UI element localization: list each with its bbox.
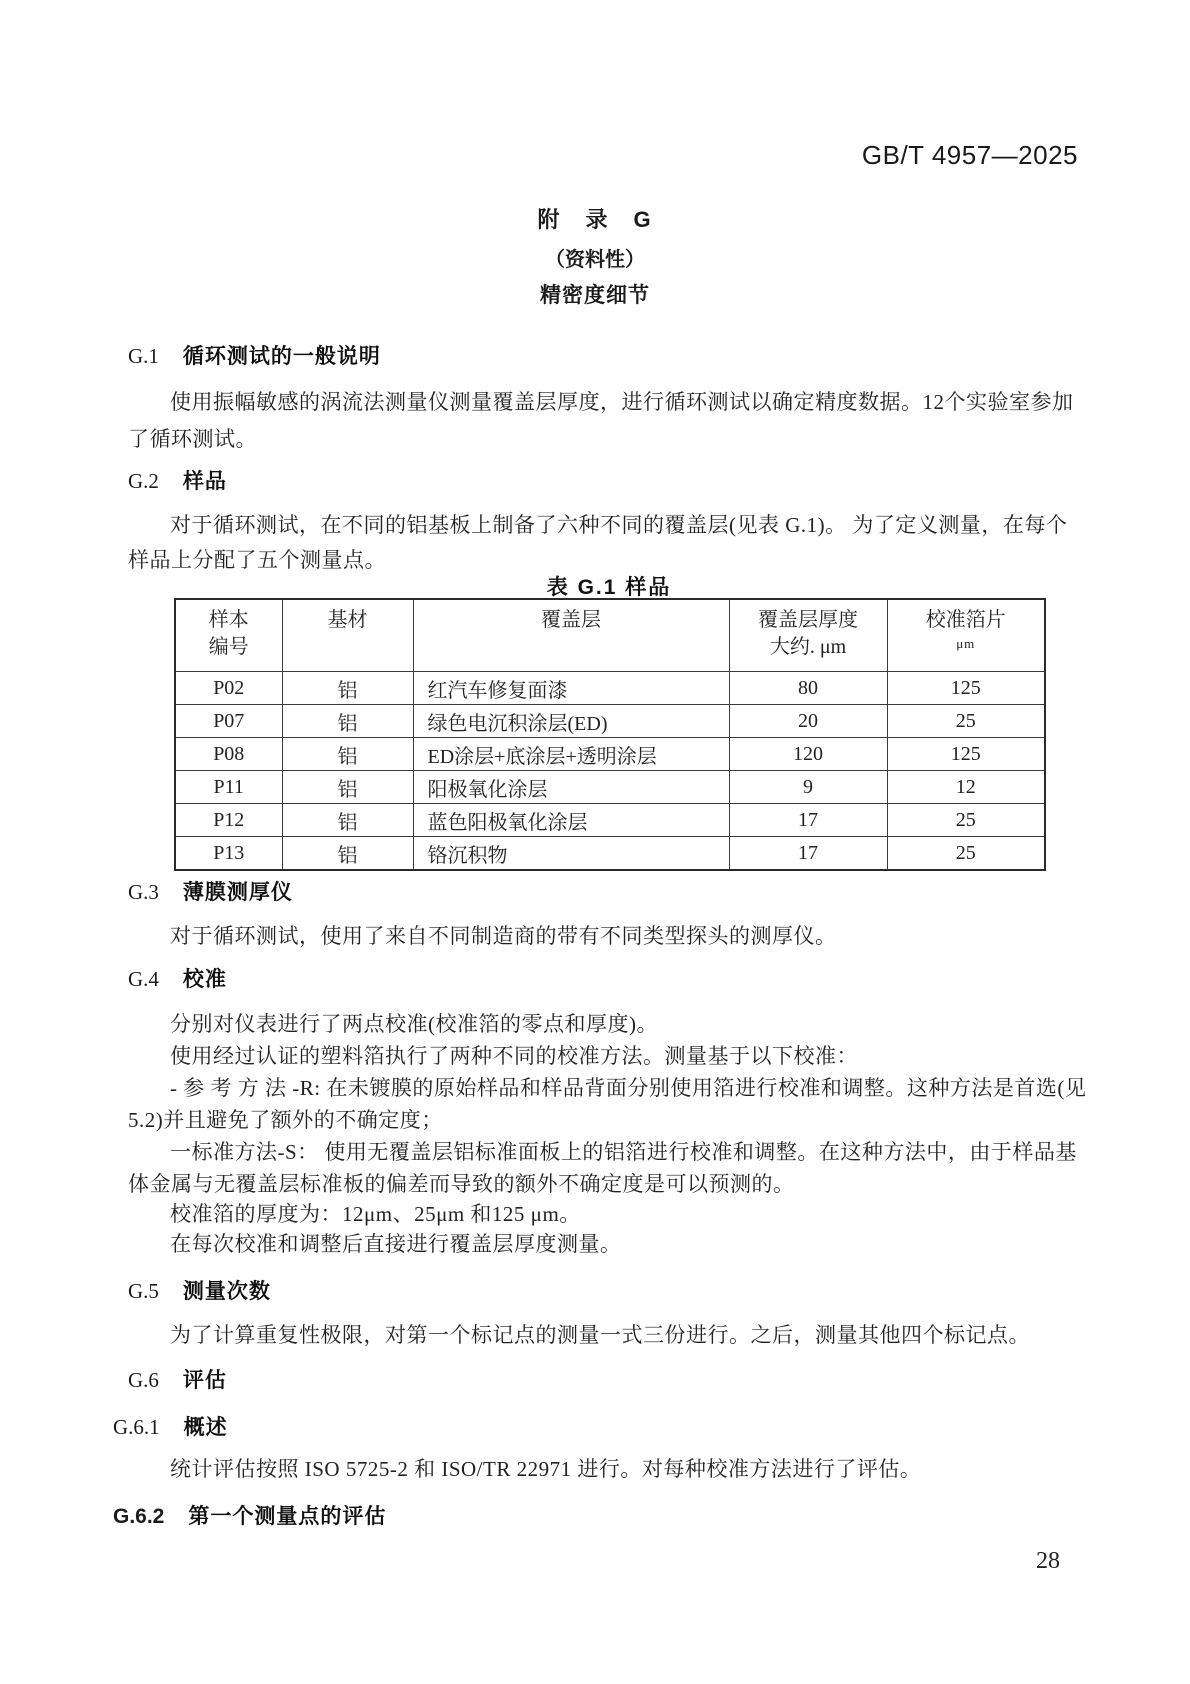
paragraph-line: 校准箔的厚度为：12μm、25μm 和125 μm。 <box>170 1202 581 1226</box>
section-title: 概述 <box>183 1416 228 1439</box>
cell-coating: 阳极氧化涂层 <box>413 771 729 804</box>
paragraph-g4-foil-thickness <box>128 1199 1088 1259</box>
table-row <box>175 705 1045 738</box>
cell-substrate: 铝 <box>282 738 413 771</box>
section-heading-g61 <box>113 1411 228 1441</box>
paragraph-line: 样品上分配了五个测量点。 <box>128 548 386 572</box>
section-title: 评估 <box>182 1369 227 1392</box>
paragraph-line: 了循环测试。 <box>128 427 257 451</box>
col-header-foil <box>887 599 1045 672</box>
section-heading-g1 <box>128 340 381 370</box>
cell-substrate: 铝 <box>282 771 413 804</box>
cell-coating: 蓝色阳极氧化涂层 <box>413 804 729 837</box>
section-number: G.6.2 <box>113 1505 165 1528</box>
section-number: G.2 <box>128 469 159 493</box>
col-header-line: 样本 <box>208 609 249 631</box>
col-header-line: 基材 <box>327 609 368 631</box>
section-title: 循环测试的一般说明 <box>182 345 381 368</box>
paragraph-g4-calibration <box>128 1008 1088 1200</box>
table-row <box>175 738 1045 771</box>
appendix-title: 附 录 G <box>537 207 653 232</box>
cell-foil: 25 <box>887 705 1045 738</box>
section-heading-g5 <box>128 1275 271 1305</box>
table-row <box>175 804 1045 837</box>
col-header-line: 大约. μm <box>769 636 847 658</box>
section-heading-g62 <box>113 1500 386 1530</box>
paragraph-line: - 参 考 方 法 -R: 在未镀膜的原始样品和样品背面分别使用箔进行校准和调整。这种方法是首选(见 <box>170 1076 1087 1100</box>
table-row <box>175 771 1045 804</box>
cell-substrate: 铝 <box>282 837 413 871</box>
section-heading-g4 <box>128 963 227 993</box>
cell-thickness: 9 <box>729 771 887 804</box>
cell-thickness: 80 <box>729 672 887 705</box>
col-header-thickness <box>729 599 887 672</box>
sample-table <box>174 598 1046 871</box>
cell-foil: 25 <box>887 804 1045 837</box>
paragraph-line: 统计评估按照 ISO 5725-2 和 ISO/TR 22971 进行。对每种校准方法进行了评估。 <box>170 1457 922 1481</box>
col-header-substrate <box>282 599 413 672</box>
cell-sample-id: P02 <box>175 672 282 705</box>
page-number: 28 <box>1036 1548 1060 1574</box>
section-heading-g6 <box>128 1364 227 1394</box>
cell-substrate: 铝 <box>282 672 413 705</box>
cell-coating: 铬沉积物 <box>413 837 729 871</box>
col-header-line: 覆盖层 <box>541 609 601 631</box>
section-number: G.6.1 <box>113 1415 160 1439</box>
paragraph-g5 <box>128 1319 1088 1351</box>
section-heading-g3 <box>128 876 293 906</box>
cell-sample-id: P08 <box>175 738 282 771</box>
table-caption: 表 G.1 样品 <box>546 576 672 599</box>
table-row <box>175 672 1045 705</box>
cell-thickness: 17 <box>729 804 887 837</box>
col-header-line: 覆盖层厚度 <box>758 609 858 631</box>
cell-foil: 12 <box>887 771 1045 804</box>
section-title: 薄膜测厚仪 <box>182 881 293 904</box>
cell-substrate: 铝 <box>282 804 413 837</box>
cell-thickness: 120 <box>729 738 887 771</box>
cell-sample-id: P13 <box>175 837 282 871</box>
table-header-row <box>175 599 1045 672</box>
paragraph-g2 <box>128 508 1088 578</box>
section-number: G.4 <box>128 967 159 991</box>
paragraph-line: 5.2)并且避免了额外的不确定度； <box>128 1108 443 1132</box>
standard-number: GB/T 4957—2025 <box>861 140 1078 170</box>
cell-thickness: 17 <box>729 837 887 871</box>
col-header-sample-id <box>175 599 282 672</box>
section-title: 校准 <box>182 968 227 991</box>
paragraph-g61 <box>128 1453 1088 1485</box>
cell-sample-id: P07 <box>175 705 282 738</box>
col-header-line: 编号 <box>208 636 249 658</box>
cell-foil: 125 <box>887 672 1045 705</box>
section-title: 样品 <box>182 470 227 493</box>
section-number: G.3 <box>128 880 159 904</box>
paragraph-g3 <box>128 920 1088 952</box>
cell-substrate: 铝 <box>282 705 413 738</box>
cell-foil: 25 <box>887 837 1045 871</box>
appendix-subtitle-informative: （资料性） <box>545 249 645 271</box>
cell-thickness: 20 <box>729 705 887 738</box>
paragraph-line: 一标准方法-S： 使用无覆盖层铝标准面板上的铝箔进行校准和调整。在这种方法中，由于样品基 <box>170 1140 1077 1164</box>
section-title: 测量次数 <box>182 1280 271 1303</box>
paragraph-line: 在每次校准和调整后直接进行覆盖层厚度测量。 <box>170 1232 622 1256</box>
col-header-unit: μm <box>956 636 976 651</box>
section-title: 第一个测量点的评估 <box>188 1505 387 1528</box>
paragraph-line: 分别对仪表进行了两点校准(校准箔的零点和厚度)。 <box>170 1012 658 1036</box>
col-header-line: 校准箔片 <box>925 609 1006 631</box>
paragraph-line: 对于循环测试，使用了来自不同制造商的带有不同类型探头的测厚仪。 <box>170 924 837 948</box>
cell-sample-id: P12 <box>175 804 282 837</box>
cell-foil: 125 <box>887 738 1045 771</box>
cell-coating: 红汽车修复面漆 <box>413 672 729 705</box>
appendix-subject-title: 精密度细节 <box>540 284 650 307</box>
paragraph-line: 体金属与无覆盖层标准板的偏差而导致的额外不确定度是可以预测的。 <box>128 1172 795 1196</box>
paragraph-g1 <box>128 384 1088 458</box>
section-heading-g2 <box>128 465 227 495</box>
table-row <box>175 837 1045 871</box>
paragraph-line: 使用经过认证的塑料箔执行了两种不同的校准方法。测量基于以下校准： <box>170 1044 858 1068</box>
cell-sample-id: P11 <box>175 771 282 804</box>
col-header-coating <box>413 599 729 672</box>
paragraph-line: 为了计算重复性极限，对第一个标记点的测量一式三份进行。之后，测量其他四个标记点。 <box>170 1323 1030 1347</box>
cell-coating: ED涂层+底涂层+透明涂层 <box>413 738 729 771</box>
paragraph-line: 使用振幅敏感的涡流法测量仪测量覆盖层厚度，进行循环测试以确定精度数据。12个实验室参加 <box>170 390 1074 414</box>
cell-coating: 绿色电沉积涂层(ED) <box>413 705 729 738</box>
section-number: G.5 <box>128 1279 159 1303</box>
section-number: G.6 <box>128 1368 159 1392</box>
section-number: G.1 <box>128 344 159 368</box>
paragraph-line: 对于循环测试，在不同的铝基板上制备了六种不同的覆盖层(见表 G.1)。 为了定义测量，在每个 <box>170 513 1068 537</box>
